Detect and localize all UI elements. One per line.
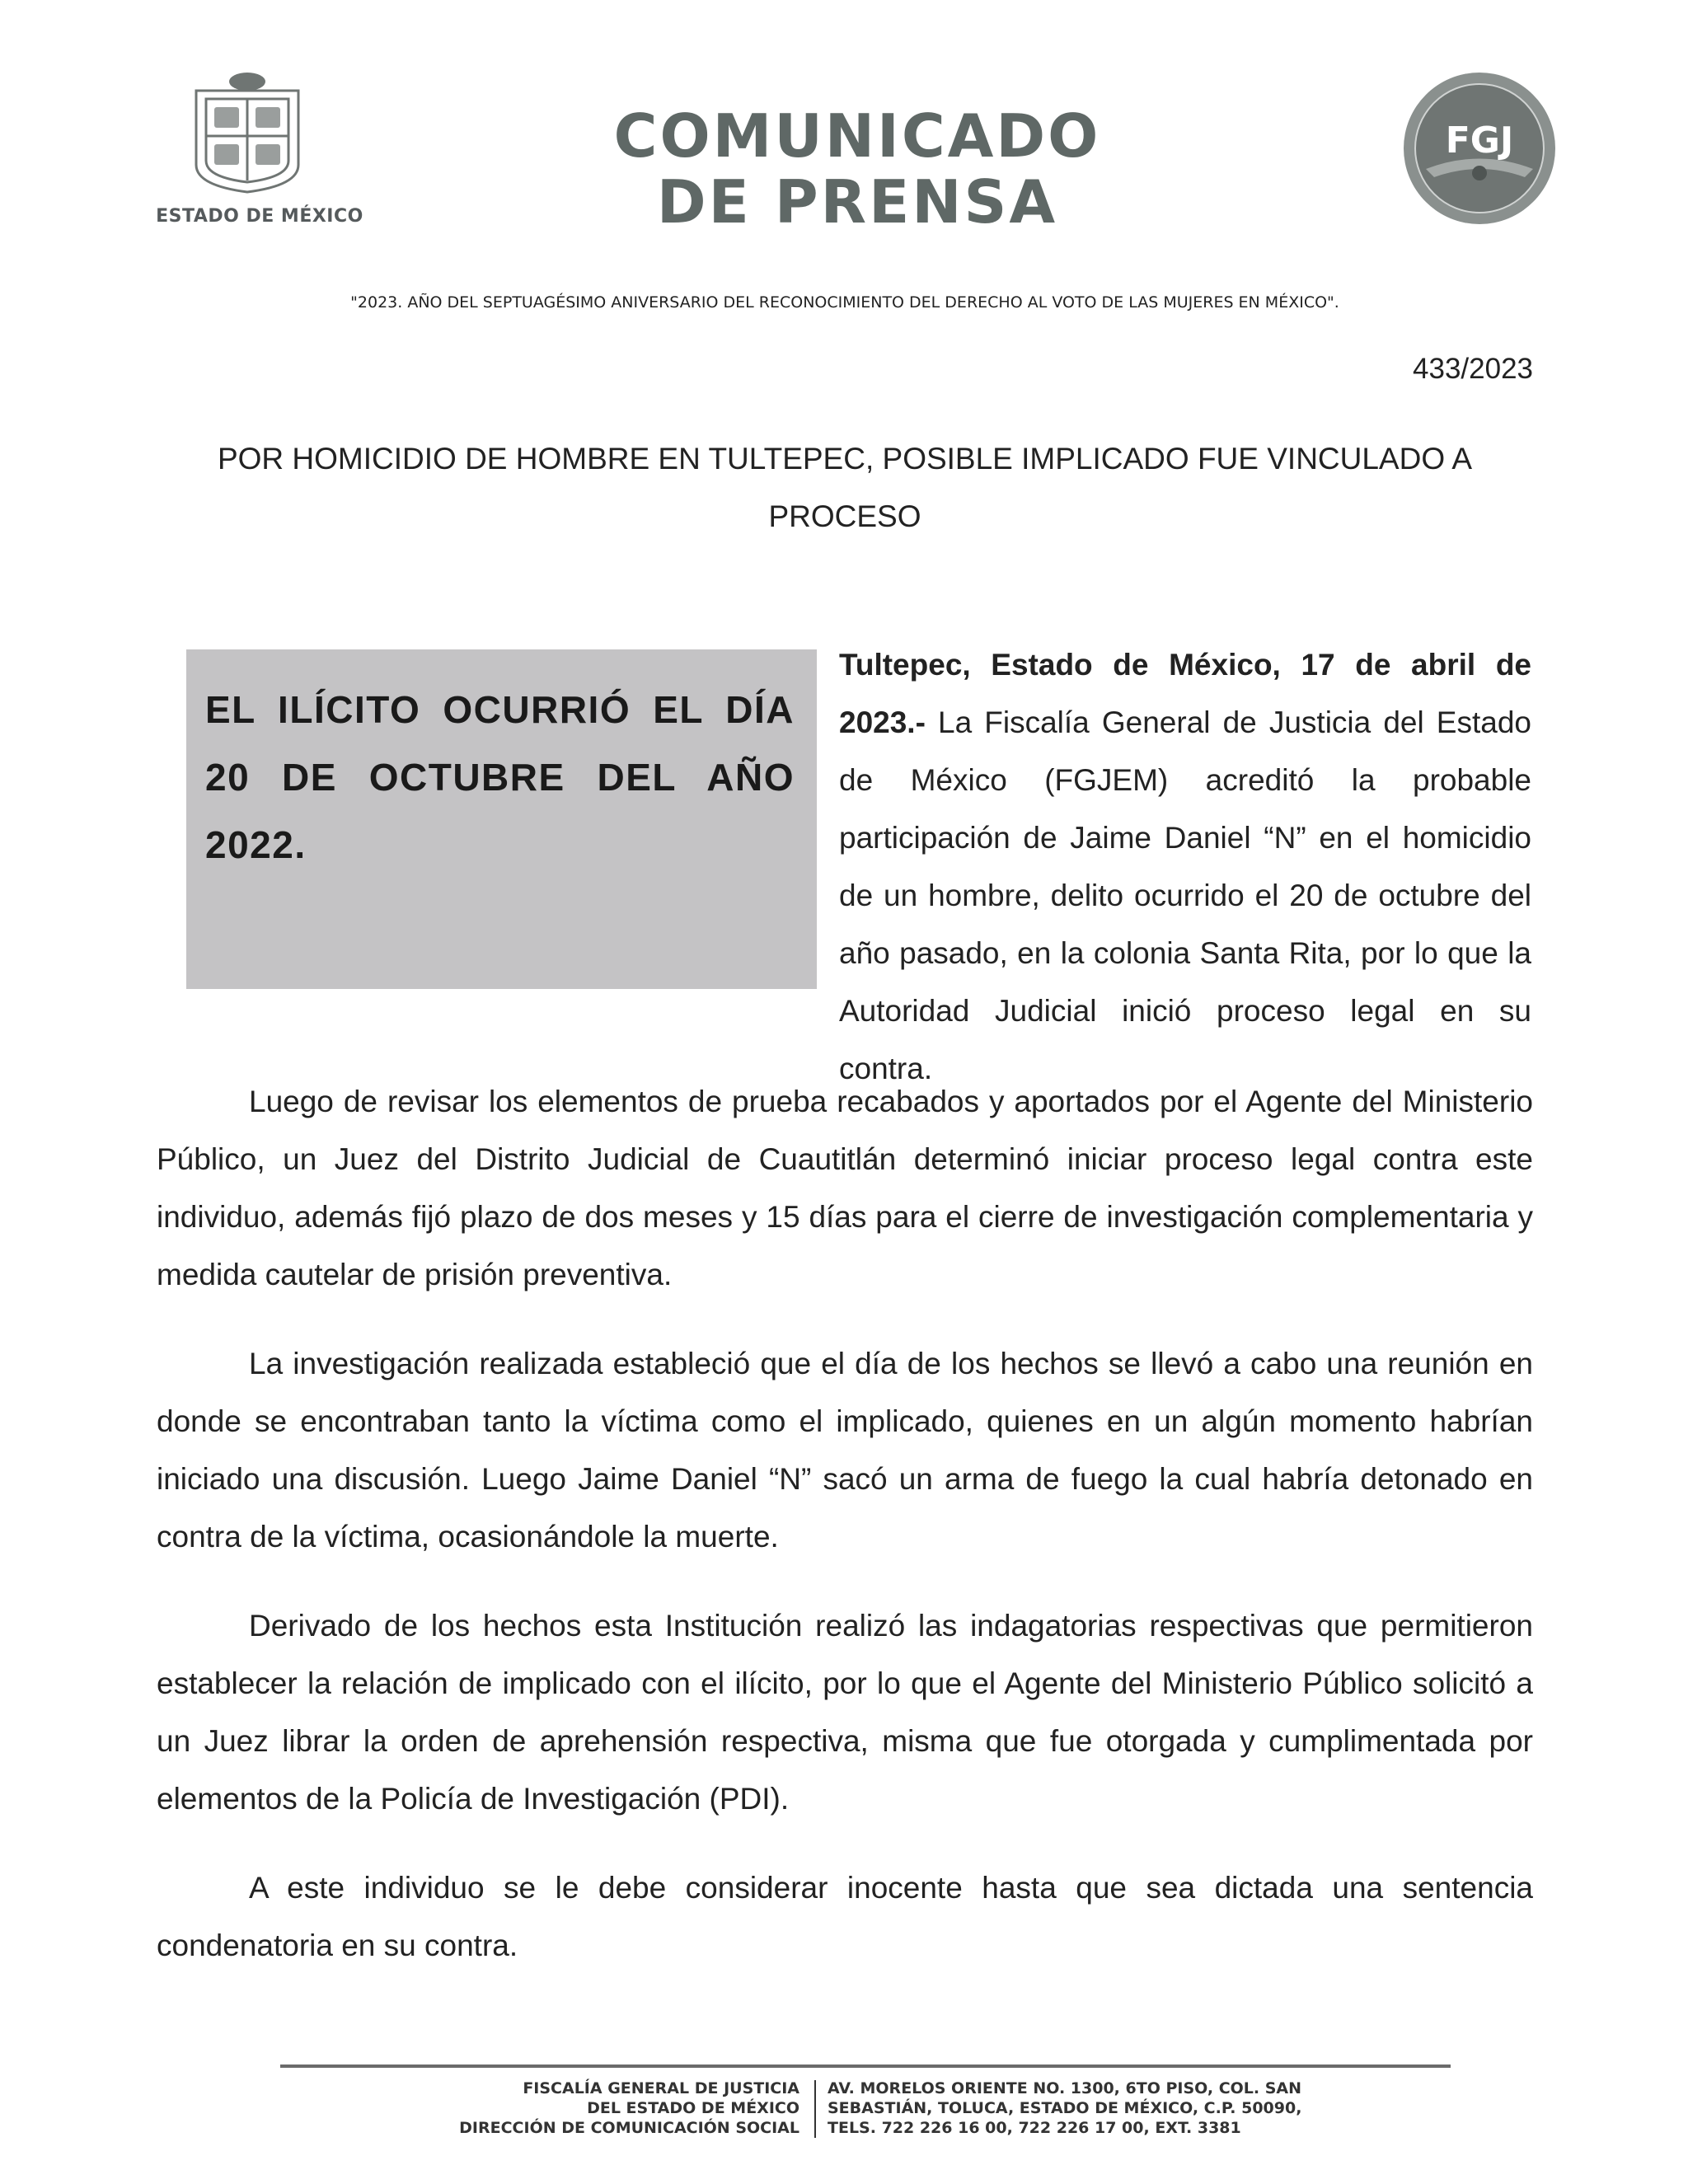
title-line-1: COMUNICADO [613,101,1101,171]
footer-address-line: SEBASTIÁN, TOLUCA, ESTADO DE MÉXICO, C.P. 50090, [828,2099,1302,2117]
body-paragraph: A este individuo se le debe considerar inocente hasta que sea dictada una sentencia condenatoria en su contra. [157,1871,1533,1962]
fgj-logo [1401,70,1558,227]
fgj-logo-text: FGJ [1445,120,1514,162]
footer-vertical-divider [814,2080,816,2138]
body-paragraph: Luego de revisar los elementos de prueba recabados y aportados por el Agente del Ministerio Público, un Juez del Distrito Judicial de Cuautitlán determinó iniciar proceso legal contra este individuo, además fijó plazo de dos meses y 15 días para el cierre de investigación complementaria y medida cautelar de prisión preventiva. [157,1085,1533,1291]
footer-address [828,2079,1404,2138]
highlight-text: EL ILÍCITO OCURRIÓ EL DÍA 20 DE OCTUBRE DEL AÑO 2022. [205,688,795,866]
footer-address-line: TELS. 722 226 16 00, 722 226 17 00, EXT. 3381 [828,2119,1241,2137]
footer-institution-line: FISCALÍA GENERAL DE JUSTICIA [523,2079,799,2097]
year-motto: "2023. AÑO DEL SEPTUAGÉSIMO ANIVERSARIO DEL RECONOCIMIENTO DEL DERECHO AL VOTO DE LAS MUJERES EN MÉXICO". [350,293,1339,312]
footer-institution-line: DEL ESTADO DE MÉXICO [587,2099,799,2117]
dateline: Tultepec, Estado de México, 17 de abril de 2023.- [839,648,1531,739]
headline [157,430,1533,546]
headline-line-2: PROCESO [768,499,921,533]
lead-paragraph [839,636,1531,1098]
bulletin-number: 433/2023 [1413,353,1533,385]
footer-institution [330,2079,799,2138]
coat-of-arms-icon [190,70,305,194]
body-paragraph: Derivado de los hechos esta Institución realizó las indagatorias respectivas que permitieron establecer la relación de implicado con el ilícito, por lo que el Agente del Ministerio Público solicitó a un Juez librar la orden de aprehensión respectiva, misma que fue otorgada y cumplimentada por elementos de la Policía de Investigación (PDI). [157,1609,1533,1816]
highlight-box [186,649,817,989]
footer-divider-line [280,2064,1451,2068]
footer-institution-line: DIRECCIÓN DE COMUNICACIÓN SOCIAL [459,2119,799,2137]
estado-de-mexico-logo [156,70,363,235]
lead-text: La Fiscalía General de Justicia del Estado de México (FGJEM) acreditó la probable participación de Jaime Daniel “N” en el homicidio de un hombre, delito ocurrido el 20 de octubre del año pasado, en la colonia Santa Rita, por lo que la Autoridad Judicial inició proceso legal en su contra. [839,705,1531,1085]
fgj-seal-icon [1401,70,1558,227]
title-line-2: DE PRENSA [656,167,1058,237]
page-title [528,103,1187,235]
body-paragraph: La investigación realizada estableció que el día de los hechos se llevó a cabo una reunión en donde se encontraban tanto la víctima como el implicado, quienes en un algún momento habrían iniciado una discusión. Luego Jaime Daniel “N” sacó un arma de fuego la cual habría detonado en contra de la víctima, ocasionándole la muerte. [157,1347,1533,1554]
headline-line-1: POR HOMICIDIO DE HOMBRE EN TULTEPEC, POSIBLE IMPLICADO FUE VINCULADO A [217,442,1473,476]
footer-address-line: AV. MORELOS ORIENTE NO. 1300, 6TO PISO, COL. SAN [828,2079,1302,2097]
state-label: ESTADO DE MÉXICO [156,206,363,227]
